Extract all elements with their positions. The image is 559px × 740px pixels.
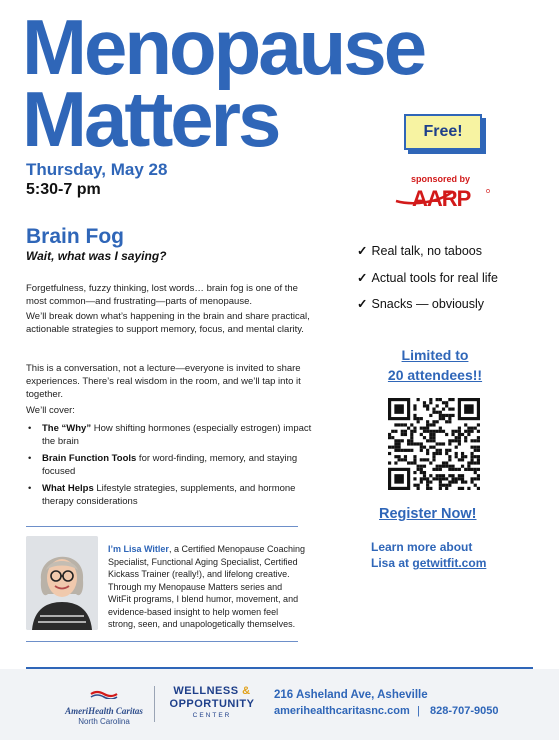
bullet-item: • Brain Function Tools for word-finding, memory, and staying focused: [28, 453, 298, 477]
getwitfit-link[interactable]: getwitfit.com: [412, 556, 487, 570]
free-label: Free!: [423, 123, 463, 140]
checkmark-icon: ✓: [357, 244, 368, 258]
presenter-bio: I’m Lisa Witler, a Certified Menopause Coaching Specialist, Functional Aging Specialist, Certified Kickass Trainer (really!), and lifelong creative. Through my Menopause Matters series and WitFit programs, I blend humor, movement, and evidence-based insight to help women feel strong, seen, and unapologetically themselves.: [108, 544, 306, 629]
partner-name: AmeriHealth Caritas: [65, 706, 143, 716]
event-time: 5:30-7 pm: [26, 181, 101, 198]
amerihealth-caritas-logo: [62, 686, 146, 726]
conversation-paragraph: This is a conversation, not a lecture—everyone is invited to share experiences. There’s real wisdom in the room, and we’ll tap into it together.: [26, 363, 301, 400]
checklist-item: ✓ Actual tools for real life: [357, 270, 498, 285]
qr-code[interactable]: [388, 398, 480, 490]
footer-separator: [154, 686, 155, 722]
learn-more-text: Learn more about Lisa at getwitfit.com: [371, 540, 487, 570]
flag-icon: [89, 689, 119, 699]
presenter-name: I’m Lisa Witler: [108, 544, 169, 554]
svg-text:AARP: AARP: [412, 186, 471, 210]
presenter-photo: [26, 536, 98, 630]
bullet-dot-icon: •: [28, 483, 32, 494]
wellness-opportunity-center-logo: WELLNESS & OPPORTUNITY CENTER: [169, 685, 255, 719]
register-now-link[interactable]: Register Now!: [379, 506, 477, 522]
event-title-line1: Menopause: [22, 3, 425, 91]
attendee-limit-notice: Limited to 20 attendees!!: [387, 347, 483, 383]
event-title-line2: Matters: [22, 75, 279, 163]
sponsored-by-label: sponsored by: [411, 174, 471, 184]
contact-phone: 828-707-9050: [430, 705, 499, 717]
section-divider: [26, 526, 298, 527]
bullet-item: • What Helps Lifestyle strategies, supplements, and hormone therapy considerations: [28, 483, 296, 507]
partner-website-link[interactable]: amerihealthcaritasnc.com: [274, 705, 410, 717]
intro-paragraph: Forgetfulness, fuzzy thinking, lost words… brain fog is one of the most common—and frustrating—parts of menopause.: [26, 283, 298, 307]
footer-pipe-separator: |: [417, 705, 420, 717]
strategy-paragraph: We’ll break down what’s happening in the brain and share practical, actionable strategies to support memory, focus, and mental clarity.: [26, 311, 310, 335]
topic-bullet-list: [26, 422, 316, 512]
event-date: Thursday, May 28: [26, 160, 168, 179]
bullet-dot-icon: •: [28, 423, 32, 434]
checkmark-icon: ✓: [357, 270, 368, 285]
free-badge: [404, 114, 482, 150]
checkmark-icon: ✓: [357, 297, 368, 311]
highlights-checklist: [357, 238, 498, 318]
partner-region: North Carolina: [78, 717, 130, 726]
venue-address: 216 Asheland Ave, Asheville: [274, 689, 428, 701]
bullet-dot-icon: •: [28, 453, 32, 464]
section-divider: [26, 641, 298, 642]
checklist-item: ✓ Snacks — obviously: [357, 297, 485, 311]
topic-subtitle: Wait, what was I saying?: [26, 249, 167, 263]
topic-title: Brain Fog: [26, 225, 124, 248]
checklist-item: ✓ Real talk, no taboos: [357, 244, 482, 258]
bullet-item: • The “Why” How shifting hormones (especially estrogen) impact the brain: [28, 423, 312, 447]
aarp-logo: [394, 184, 494, 210]
cover-label: We’ll cover:: [26, 405, 75, 416]
